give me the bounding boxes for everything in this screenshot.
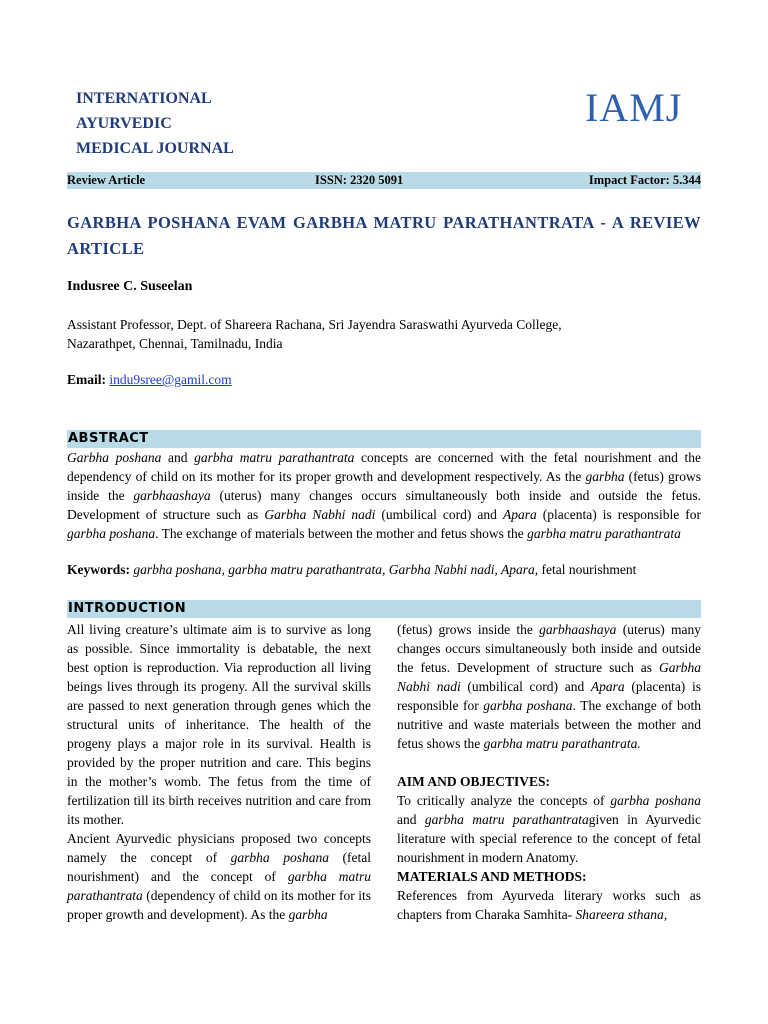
journal-name-line: INTERNATIONAL bbox=[76, 90, 212, 107]
term: garbha matru parathantrata bbox=[67, 869, 371, 903]
abstract-text-run: and bbox=[161, 450, 195, 465]
abstract-heading: ABSTRACT bbox=[68, 431, 149, 446]
abstract-text-run: concepts are concerned with the fetal nourishment and the dependency of child on its mother for its proper growth and development respectively. As the bbox=[67, 450, 701, 484]
text-run: Ancient Ayurvedic physicians proposed two concepts namely the concept of bbox=[67, 831, 371, 865]
keywords bbox=[67, 562, 636, 578]
methods-heading: MATERIALS AND METHODS: bbox=[397, 869, 587, 884]
text-run: , bbox=[663, 907, 668, 922]
term: Shareera sthana bbox=[575, 907, 664, 922]
author-name: Indusree C. Suseelan bbox=[67, 279, 193, 294]
term: garbha matru parathantrata. bbox=[483, 736, 641, 751]
intro-paragraph-1: All living creature’s ultimate aim is to survive as long as possible. Since immortality is debatable, the next best option is reproduction. Via reproduction all living beings lives through its progeny. All the survival skills are passed to next generation through genes which the structural units of inheritance. The health of the progeny plays a major role in its survival. Health is provided by the proper nutrition and care. This begins in the mother’s womb. The fetus from the time of fertilization till its birth receives nutrition and care from its mother. bbox=[67, 622, 371, 827]
text-run: . The exchange of both nutritive and waste materials between the mother and fetus shows the bbox=[397, 698, 701, 751]
abstract-heading-bar bbox=[67, 430, 701, 448]
term: Garbha Nabhi nadi bbox=[397, 660, 701, 694]
affiliation-line: Assistant Professor, Dept. of Shareera Rachana, Sri Jayendra Saraswathi Ayurveda College, bbox=[67, 317, 562, 332]
issn: ISSN: 2320 5091 bbox=[315, 173, 404, 187]
term: garbha poshana bbox=[610, 793, 701, 808]
abstract-text bbox=[67, 448, 701, 543]
abstract-term: garbha matru parathantrata bbox=[194, 450, 355, 465]
abstract-text-run: . The exchange of materials between the mother and fetus shows the bbox=[155, 526, 528, 541]
text-run: (dependency of child on its mother for its proper growth and development). As the bbox=[67, 888, 371, 922]
introduction-heading-bar bbox=[67, 600, 701, 618]
journal-name-line: MEDICAL JOURNAL bbox=[76, 140, 234, 157]
author-email bbox=[67, 372, 232, 388]
abstract-text-run: (fetus) grows inside the bbox=[67, 469, 701, 503]
abstract-term: garbha matru parathantrata bbox=[527, 526, 681, 541]
introduction-heading: INTRODUCTION bbox=[68, 601, 187, 616]
email-link[interactable]: indu9sree@gamil.com bbox=[109, 372, 232, 387]
term: garbhaashaya bbox=[539, 622, 617, 637]
abstract-text-run: (umbilical cord) and bbox=[375, 507, 503, 522]
left-column bbox=[67, 620, 371, 924]
abstract-text-run: (uterus) many changes occurs simultaneously both inside and outside the fetus. Development of structure such as bbox=[67, 488, 701, 522]
journal-logo: IAMJ bbox=[585, 85, 683, 130]
abstract-term: Garbha poshana bbox=[67, 450, 162, 465]
abstract-term: garbhaashaya bbox=[133, 488, 211, 503]
intro-paragraph-2-continued bbox=[397, 620, 701, 753]
keywords-terms: garbha poshana, garbha matru parathantrata, Garbha Nabhi nadi, Apara, bbox=[130, 562, 539, 577]
impact-factor: Impact Factor: 5.344 bbox=[588, 173, 701, 187]
abstract-term: Garbha Nabhi nadi bbox=[264, 507, 376, 522]
author-affiliation bbox=[67, 315, 562, 353]
right-column bbox=[397, 620, 701, 924]
affiliation-line: Nazarathpet, Chennai, Tamilnadu, India bbox=[67, 336, 283, 351]
intro-paragraph-2 bbox=[67, 829, 371, 924]
text-run: and bbox=[397, 812, 425, 827]
text-run: To critically analyze the concepts of bbox=[397, 793, 611, 808]
text-run: (fetal nourishment) and the concept of bbox=[67, 850, 371, 884]
article-type: Review Article bbox=[67, 173, 146, 187]
text-run: References from Ayurveda literary works such as chapters from Charaka Samhita- bbox=[397, 888, 701, 922]
aim-heading: AIM AND OBJECTIVES: bbox=[397, 774, 551, 789]
term: garbha bbox=[288, 907, 328, 922]
email-label: Email: bbox=[67, 372, 106, 387]
term: garbha matru parathantrata bbox=[424, 812, 589, 827]
text-run: (uterus) many changes occurs simultaneously both inside and outside the fetus. Development of structure such as bbox=[397, 622, 701, 675]
text-run: (umbilical cord) and bbox=[460, 679, 591, 694]
abstract-term: garbha poshana bbox=[67, 526, 156, 541]
abstract-term: garbha bbox=[585, 469, 625, 484]
aim-paragraph bbox=[397, 791, 701, 867]
article-info-bar bbox=[67, 172, 701, 189]
journal-name-line: AYURVEDIC bbox=[76, 115, 172, 132]
text-run: (fetus) grows inside the bbox=[397, 622, 540, 637]
term: garbha poshana bbox=[230, 850, 329, 865]
text-run: (placenta) is responsible for bbox=[397, 679, 701, 713]
abstract-text-run: (placenta) is responsible for bbox=[536, 507, 701, 522]
term: garbha poshana bbox=[483, 698, 573, 713]
term: Apara bbox=[590, 679, 625, 694]
text-run: given in Ayurvedic literature with special reference to the concept of fetal nourishment in modern Anatomy. bbox=[397, 812, 701, 865]
methods-paragraph bbox=[397, 886, 701, 924]
keywords-label: Keywords: bbox=[67, 562, 130, 577]
journal-name bbox=[76, 86, 234, 161]
abstract-term: Apara bbox=[502, 507, 537, 522]
article-title: GARBHA POSHANA EVAM GARBHA MATRU PARATHANTRATA - A REVIEW ARTICLE bbox=[67, 213, 701, 258]
keywords-plain: fetal nourishment bbox=[538, 562, 637, 577]
